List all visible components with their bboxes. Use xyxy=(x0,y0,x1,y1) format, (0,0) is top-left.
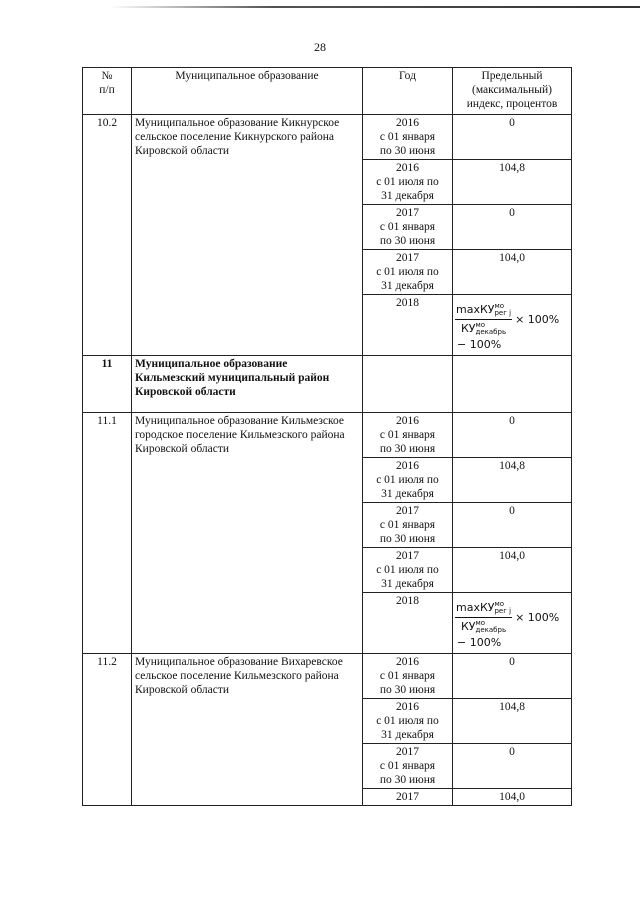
period-year: 2016 с 01 января по 30 июня xyxy=(363,115,453,160)
formula-den-supsub xyxy=(476,322,507,336)
period-index: 0 xyxy=(453,744,572,789)
period-year: 2017 с 01 января по 30 июня xyxy=(363,205,453,250)
table-row xyxy=(83,654,572,699)
period-year xyxy=(363,356,453,413)
row-number: 10.2 xyxy=(83,115,132,356)
formula-num-sup: мо xyxy=(494,600,505,608)
period-index xyxy=(453,295,572,356)
period-year: 2016 с 01 января по 30 июня xyxy=(363,654,453,699)
period-year: 2016 с 01 июля по 31 декабря xyxy=(363,458,453,503)
period-year: 2016 с 01 июля по 31 декабря xyxy=(363,160,453,205)
municipality-name: Муниципальное образование Вихаревское сельское поселение Кильмезского района Кировской области xyxy=(132,654,363,806)
period-year: 2017 с 01 июля по 31 декабря xyxy=(363,250,453,295)
row-number: 11 xyxy=(83,356,132,413)
formula-den-sup: мо xyxy=(475,321,486,329)
header-year-text: Год xyxy=(399,70,416,82)
header-index-text: Предельный (максимальный) индекс, процентов xyxy=(466,70,558,110)
formula-minus: − 100% xyxy=(457,636,502,649)
header-year xyxy=(363,68,453,115)
header-index xyxy=(453,68,572,115)
formula-den-base: КУ xyxy=(461,620,476,633)
tariff-index-table xyxy=(82,67,572,806)
period-index: 104,0 xyxy=(453,250,572,295)
table-body xyxy=(83,115,572,806)
row-number: 11.2 xyxy=(83,654,132,806)
formula-den-sup: мо xyxy=(475,619,486,627)
period-year: 2017 xyxy=(363,789,453,806)
formula-num-base: maxКУ xyxy=(456,303,495,316)
formula-minus: − 100% xyxy=(457,338,502,351)
period-year: 2017 с 01 января по 30 июня xyxy=(363,503,453,548)
period-index: 104,8 xyxy=(453,699,572,744)
municipality-name: Муниципальное образование Кикнурское сельское поселение Кикнурского района Кировской области xyxy=(132,115,363,356)
index-formula xyxy=(453,295,571,355)
period-year: 2017 с 01 января по 30 июня xyxy=(363,744,453,789)
index-formula xyxy=(453,593,571,653)
header-num-text: № п/п xyxy=(99,70,115,96)
formula-den-sub: декабрь xyxy=(475,328,507,336)
municipality-name: Муниципальное образование Кильмезский муниципальный район Кировской области xyxy=(132,356,363,413)
formula-num-supsub xyxy=(494,601,511,615)
period-index: 0 xyxy=(453,115,572,160)
table-row xyxy=(83,115,572,160)
scan-edge-line xyxy=(110,6,640,8)
period-index: 104,8 xyxy=(453,160,572,205)
period-year: 2018 xyxy=(363,593,453,654)
formula-denominator xyxy=(455,618,512,634)
period-index: 104,0 xyxy=(453,789,572,806)
header-name-text: Муниципальное образование xyxy=(175,70,319,82)
formula-den-base: КУ xyxy=(461,322,476,335)
row-number: 11.1 xyxy=(83,413,132,654)
period-index xyxy=(453,593,572,654)
period-year: 2017 с 01 июля по 31 декабря xyxy=(363,548,453,593)
period-index: 0 xyxy=(453,413,572,458)
formula-num-sub: рег j xyxy=(494,309,512,317)
header-num xyxy=(83,68,132,115)
formula-fraction xyxy=(455,601,512,634)
table-row xyxy=(83,356,572,413)
header-name xyxy=(132,68,363,115)
formula-num-sub: рег j xyxy=(494,607,512,615)
period-year: 2016 с 01 июля по 31 декабря xyxy=(363,699,453,744)
formula-num-sup: мо xyxy=(494,302,505,310)
period-index: 104,8 xyxy=(453,458,572,503)
period-index xyxy=(453,356,572,413)
municipality-name: Муниципальное образование Кильмезское городское поселение Кильмезского района Кировской области xyxy=(132,413,363,654)
table-header-row xyxy=(83,68,572,115)
formula-times: × 100% xyxy=(515,312,560,326)
formula-num-supsub xyxy=(494,303,511,317)
formula-times: × 100% xyxy=(515,610,560,624)
formula-numerator xyxy=(455,601,512,618)
formula-den-sub: декабрь xyxy=(475,626,507,634)
formula-num-base: maxКУ xyxy=(456,601,495,614)
period-index: 0 xyxy=(453,205,572,250)
table-row xyxy=(83,413,572,458)
page-number: 28 xyxy=(314,40,326,54)
formula-fraction xyxy=(455,303,512,336)
period-year: 2018 xyxy=(363,295,453,356)
formula-den-supsub xyxy=(476,620,507,634)
period-index: 0 xyxy=(453,503,572,548)
period-index: 104,0 xyxy=(453,548,572,593)
formula-numerator xyxy=(455,303,512,320)
formula-denominator xyxy=(455,320,512,336)
period-index: 0 xyxy=(453,654,572,699)
period-year: 2016 с 01 января по 30 июня xyxy=(363,413,453,458)
